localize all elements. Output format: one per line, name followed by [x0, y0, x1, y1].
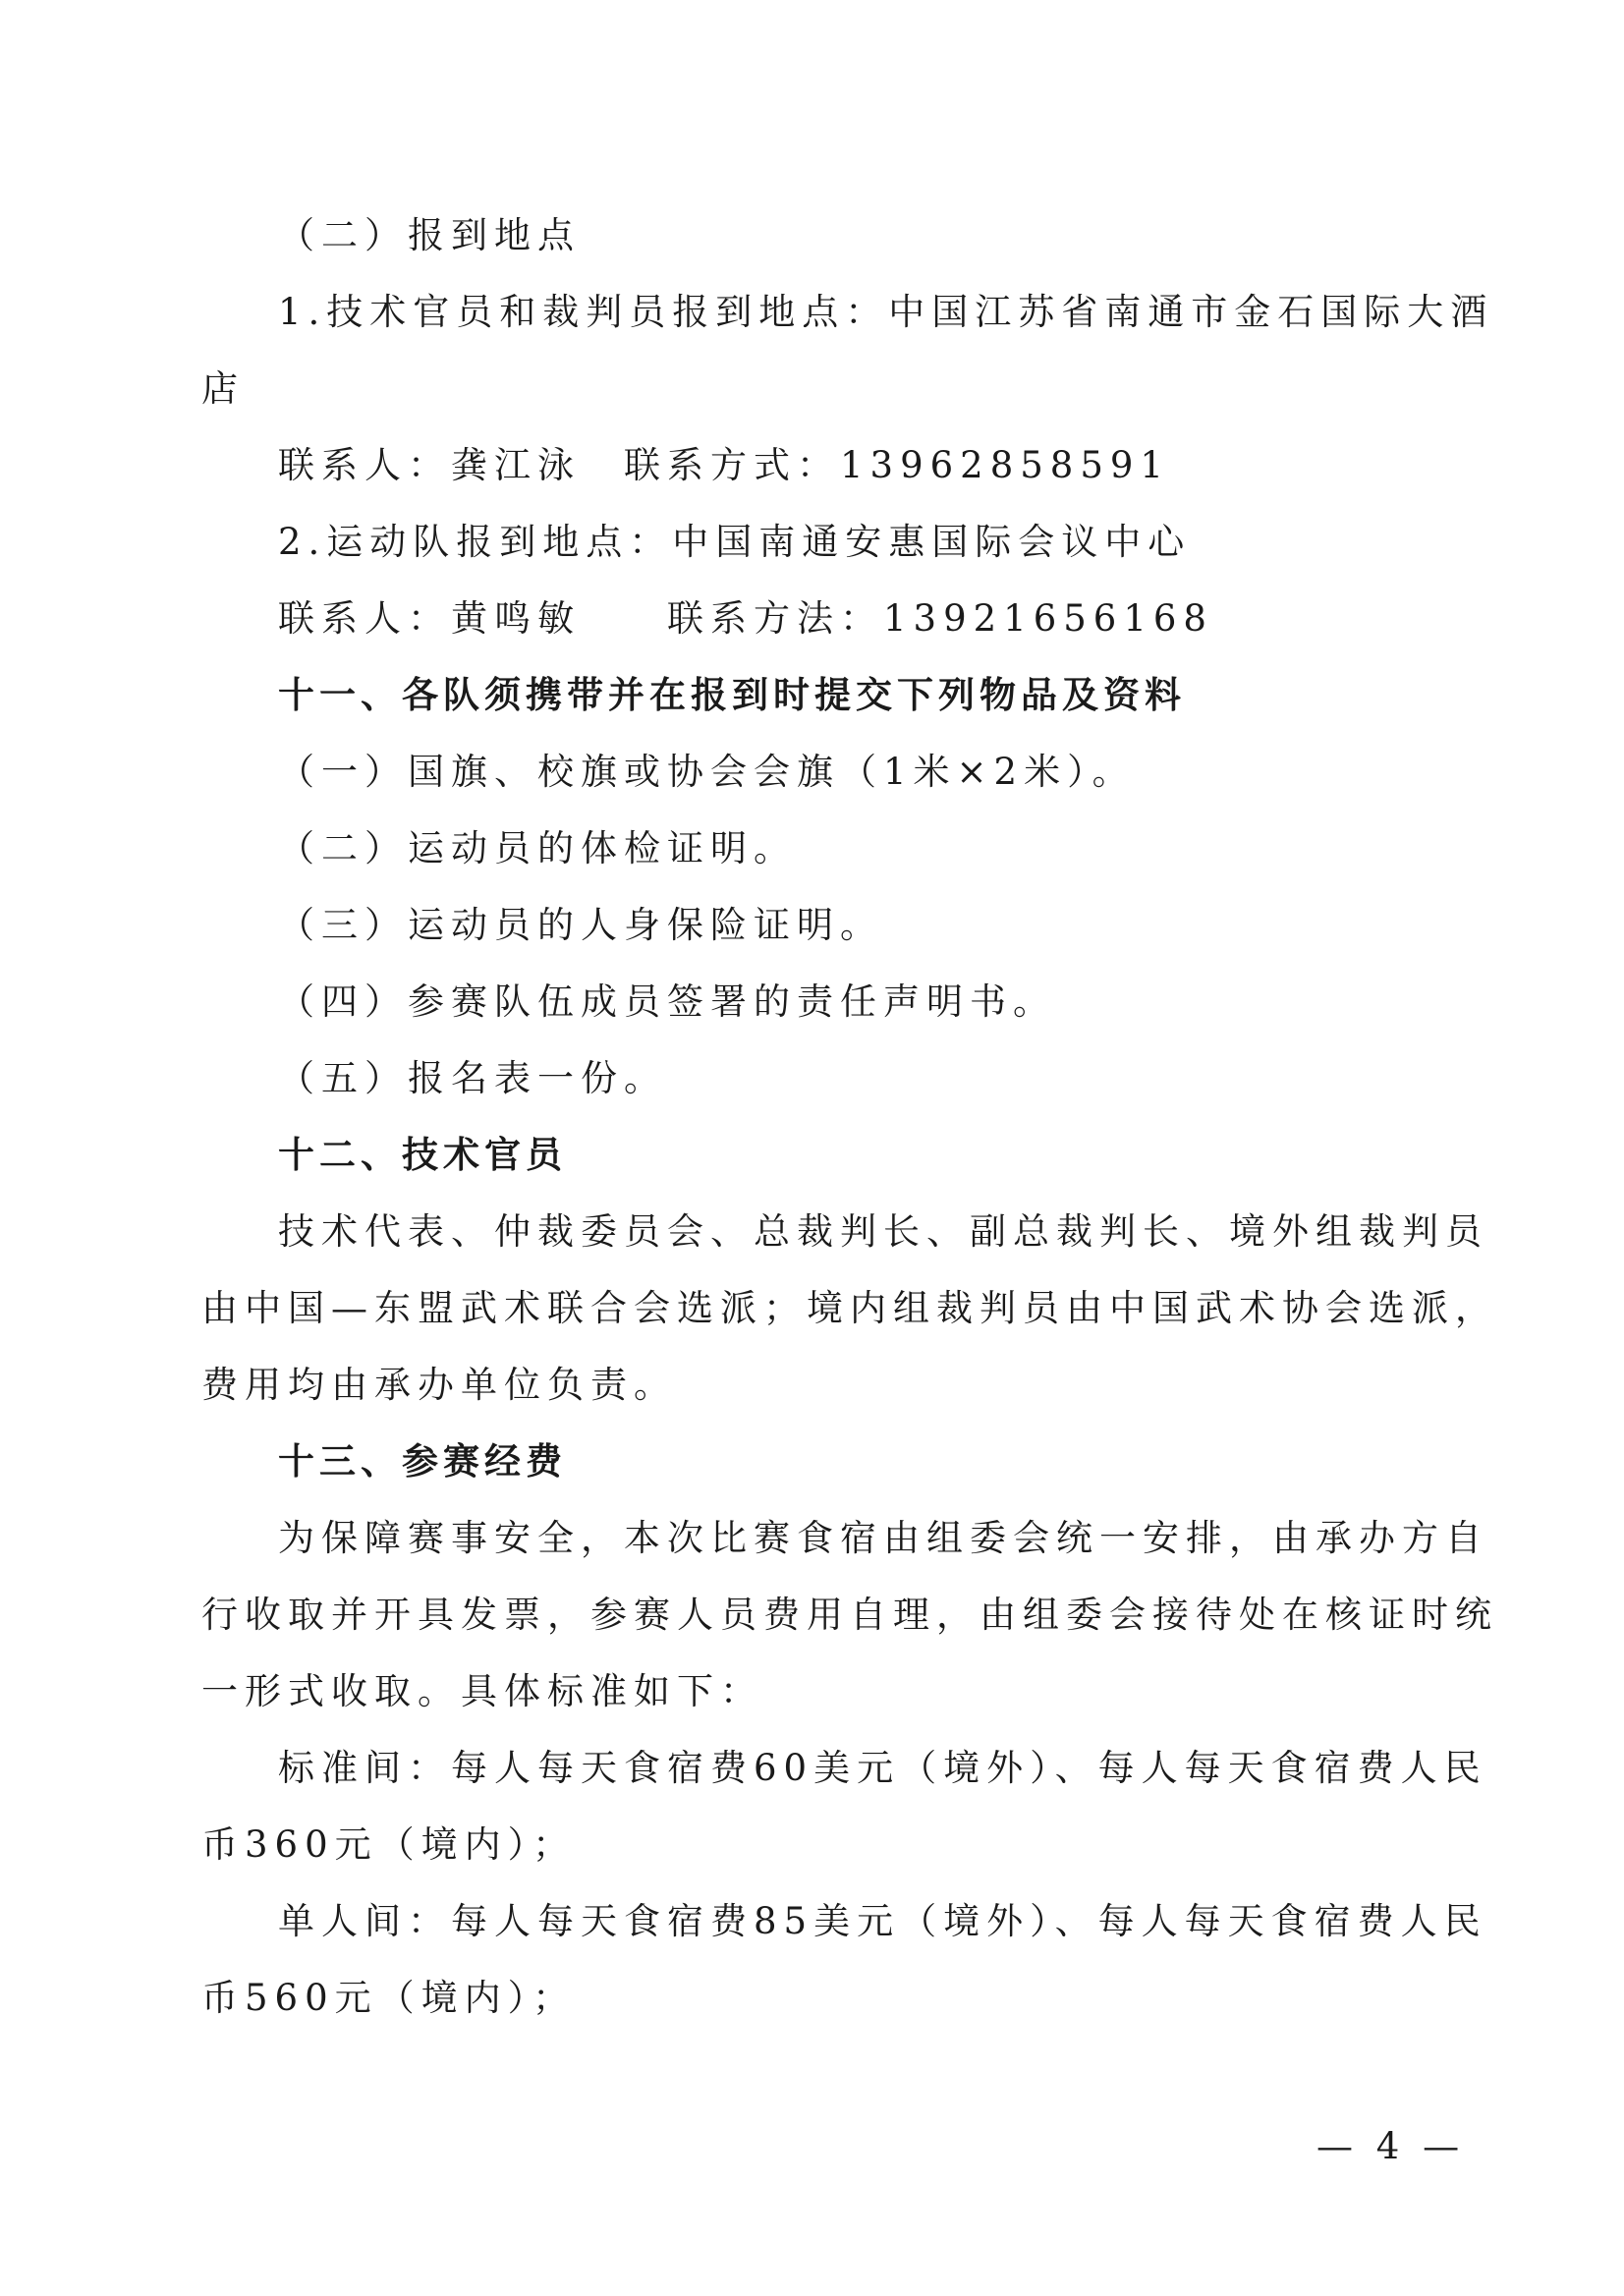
- report-location-item1-line1: 1.技术官员和裁判员报到地点：中国江苏省南通市金石国际大酒: [278, 291, 1494, 333]
- report-location-contact1: 联系人：龚江泳 联系方式：13962858591: [278, 444, 1170, 486]
- section-11-item: （四）参赛队伍成员签署的责任声明书。: [278, 980, 1056, 1023]
- section-12-paragraph-line: 技术代表、仲裁委员会、总裁判长、副总裁判长、境外组裁判员: [278, 1210, 1488, 1253]
- report-location-item2: 2.运动队报到地点：中国南通安惠国际会议中心: [278, 521, 1192, 563]
- section-11-heading: 十一、各队须携带并在报到时提交下列物品及资料: [278, 674, 1186, 716]
- page-number: — 4 —: [1316, 2125, 1466, 2167]
- section-12-paragraph-line: 费用均由承办单位负责。: [201, 1364, 677, 1406]
- section-12-heading: 十二、技术官员: [278, 1134, 567, 1176]
- section-13-paragraph-line: 一形式收取。具体标准如下：: [201, 1670, 763, 1712]
- single-room-line: 单人间：每人每天食宿费85美元（境外）、每人每天食宿费人民: [278, 1900, 1487, 1942]
- single-room-line: 币560元（境内）；: [201, 1977, 577, 2019]
- report-location-heading: （二）报到地点: [278, 214, 581, 256]
- section-12-paragraph-line: 由中国—东盟武术联合会选派；境内组裁判员由中国武术协会选派，: [201, 1287, 1498, 1329]
- section-13-paragraph-line: 行收取并开具发票，参赛人员费用自理，由组委会接待处在核证时统: [201, 1594, 1498, 1636]
- standard-room-line: 币360元（境内）；: [201, 1823, 577, 1866]
- section-11-item: （二）运动员的体检证明。: [278, 827, 797, 869]
- section-11-item: （五）报名表一份。: [278, 1057, 667, 1099]
- section-13-paragraph-line: 为保障赛事安全，本次比赛食宿由组委会统一安排，由承办方自: [278, 1517, 1488, 1559]
- report-location-item1-line2: 店: [201, 367, 245, 410]
- section-11-item: （一）国旗、校旗或协会会旗（1米×2米）。: [278, 751, 1136, 793]
- section-11-item: （三）运动员的人身保险证明。: [278, 904, 883, 946]
- standard-room-line: 标准间：每人每天食宿费60美元（境外）、每人每天食宿费人民: [278, 1747, 1487, 1789]
- section-13-heading: 十三、参赛经费: [278, 1440, 567, 1483]
- report-location-contact2: 联系人：黄鸣敏 联系方法：13921656168: [278, 597, 1213, 640]
